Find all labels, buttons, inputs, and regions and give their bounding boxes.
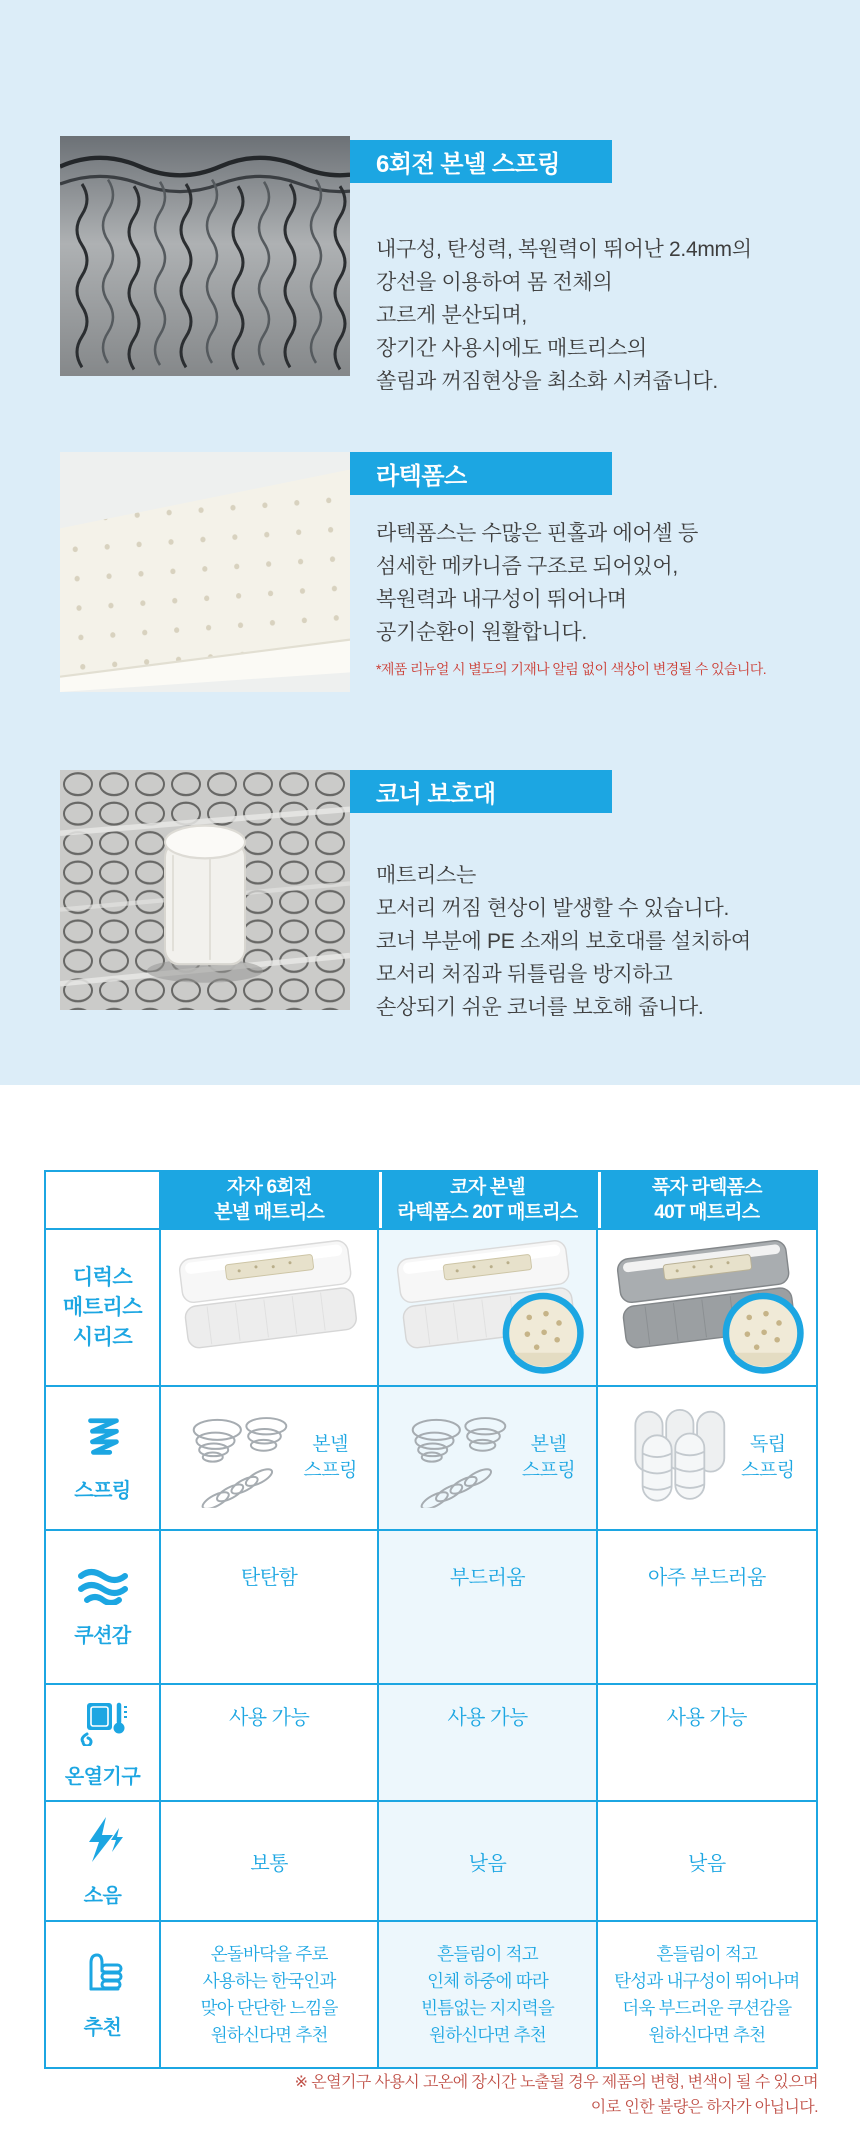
recommend-cell-pukja: 흔들림이 적고 탄성과 내구성이 뛰어나며 더욱 부드러운 쿠션감을 원하신다면 추천	[614, 1943, 800, 2045]
white-bonnell-mattress-image	[161, 1230, 379, 1387]
recommend-cell-jaja: 온돌바닥을 주로 사용하는 한국인과 맞아 단단한 느낌을 원하신다면 추천	[161, 1922, 379, 2067]
row-header-recommend	[46, 1922, 161, 2067]
product-name-line: 코자 본넬	[450, 1177, 525, 1198]
recommend-cell-koja: 흔들림이 적고 인체 하중에 따라 빈틈없는 지지력을 원하신다면 추천	[379, 1922, 597, 2067]
row-label: 쿠션감	[74, 1624, 131, 1647]
text-line: 매트리스는	[376, 864, 476, 887]
bonnell-spring-photo	[60, 136, 350, 376]
noise-cell-jaja: 보통	[161, 1802, 379, 1922]
comparison-table	[44, 1170, 818, 2069]
spring-type-label: 본넬 스프링	[521, 1434, 576, 1481]
text-line: 쏠림과 꺼짐현상을 최소화 시켜줍니다.	[376, 370, 718, 393]
corner-guard-photo	[60, 770, 350, 1010]
text-line: 강선을 이용하여 몸 전체의	[376, 271, 613, 294]
text-line: 코너 부분에 PE 소재의 보호대를 설치하여	[376, 930, 751, 953]
row-label: 스프링	[74, 1479, 131, 1502]
feature-title: 6회전 본넬 스프링	[376, 151, 560, 178]
text-line: 모서리 처짐과 뒤틀림을 방지하고	[376, 963, 673, 986]
feature-block-latex-foam	[60, 452, 818, 692]
text-line: 고르게 분산되며,	[376, 304, 527, 327]
latex-foam-photo	[60, 452, 350, 692]
feature-title-bar	[350, 452, 612, 495]
lightning-bolt-icon	[80, 1815, 126, 1870]
text-line: 공기순환이 원활합니다.	[376, 621, 587, 644]
heater-cell-pukja: 사용 가능	[598, 1685, 816, 1802]
row-header-cushion	[46, 1531, 161, 1685]
cushion-cell-jaja: 탄탄함	[161, 1531, 379, 1685]
thumbs-up-icon	[79, 1949, 127, 2002]
footnote-line: ※ 온열기구 사용시 고온에 장시간 노출될 경우 제품의 변형, 변색이 될 수 있으며	[294, 2074, 818, 2091]
zigzag-spring-icon	[80, 1414, 126, 1465]
product-name-line: 본넬 매트리스	[214, 1202, 325, 1223]
renewal-color-note: *제품 리뉴얼 시 별도의 기재나 알림 없이 색상이 변경될 수 있습니다.	[376, 661, 766, 677]
feature-title-bar	[350, 140, 612, 183]
row-header-noise	[46, 1802, 161, 1922]
product-name-line: 자자 6회전	[226, 1177, 312, 1198]
feature-title: 코너 보호대	[376, 781, 496, 808]
text-line: 손상되기 쉬운 코너를 보호해 줍니다.	[376, 996, 704, 1019]
row-header-series	[46, 1230, 161, 1387]
cushion-cell-pukja: 아주 부드러움	[598, 1531, 816, 1685]
text-line: 라텍폼스는 수많은 핀홀과 에어셀 등	[376, 522, 698, 545]
soft-waves-icon	[77, 1567, 129, 1610]
white-latex-mattress-image	[379, 1230, 597, 1387]
text-line: 장기간 사용시에도 매트리스의	[376, 337, 647, 360]
row-header-heater	[46, 1685, 161, 1802]
spring-type-cell-jaja	[161, 1387, 379, 1531]
product-name-line: 40T 매트리스	[654, 1202, 760, 1223]
text-line: 모서리 꺼짐 현상이 발생할 수 있습니다.	[376, 897, 729, 920]
product-name-line: 라텍폼스 20T 매트리스	[397, 1202, 578, 1223]
spring-type-cell-pukja	[598, 1387, 816, 1531]
feature-block-corner-guard	[60, 770, 818, 1024]
column-header-jaja-bonnell	[161, 1172, 379, 1230]
product-name-line: 푹자 라텍폼스	[651, 1177, 762, 1198]
heating-pad-thermometer-icon	[77, 1696, 129, 1751]
column-header-koja-latex-20t	[379, 1172, 597, 1230]
spring-type-label: 본넬 스프링	[303, 1434, 357, 1481]
feature-description	[350, 859, 818, 1024]
spring-type-label: 독립 스프링	[741, 1434, 795, 1481]
bonnell-spring-illustration	[400, 1408, 518, 1508]
row-header-spring	[46, 1387, 161, 1531]
pocket-spring-illustration	[619, 1408, 737, 1508]
heater-cell-jaja: 사용 가능	[161, 1685, 379, 1802]
noise-cell-koja: 낮음	[379, 1802, 597, 1922]
feature-description	[350, 233, 818, 398]
feature-description	[350, 517, 818, 649]
gray-latex-mattress-image	[598, 1230, 816, 1387]
cushion-cell-koja: 부드러움	[379, 1531, 597, 1685]
text-line: 복원력과 내구성이 뛰어나며	[376, 588, 627, 611]
row-label: 온열기구	[64, 1766, 141, 1788]
feature-title-bar	[350, 770, 612, 813]
series-label: 디럭스 매트리스 시리즈	[62, 1265, 143, 1349]
text-line: 내구성, 탄성력, 복원력이 뛰어난 2.4mm의	[376, 238, 752, 261]
table-corner-cell	[46, 1172, 161, 1230]
feature-block-bonnell-spring	[60, 136, 818, 398]
column-header-pukja-latex-40t	[598, 1172, 816, 1230]
noise-cell-pukja: 낮음	[598, 1802, 816, 1922]
heater-cell-koja: 사용 가능	[379, 1685, 597, 1802]
bonnell-spring-illustration	[181, 1408, 299, 1508]
heat-warning-note	[295, 2070, 818, 2120]
row-label: 추천	[83, 2017, 122, 2039]
footnote-line: 이로 인한 불량은 하자가 아닙니다.	[590, 2099, 818, 2116]
text-line: 섬세한 메카니즘 구조로 되어있어,	[376, 555, 678, 578]
row-label: 소음	[83, 1884, 122, 1907]
spring-type-cell-koja	[379, 1387, 597, 1531]
feature-title: 라텍폼스	[376, 463, 467, 490]
